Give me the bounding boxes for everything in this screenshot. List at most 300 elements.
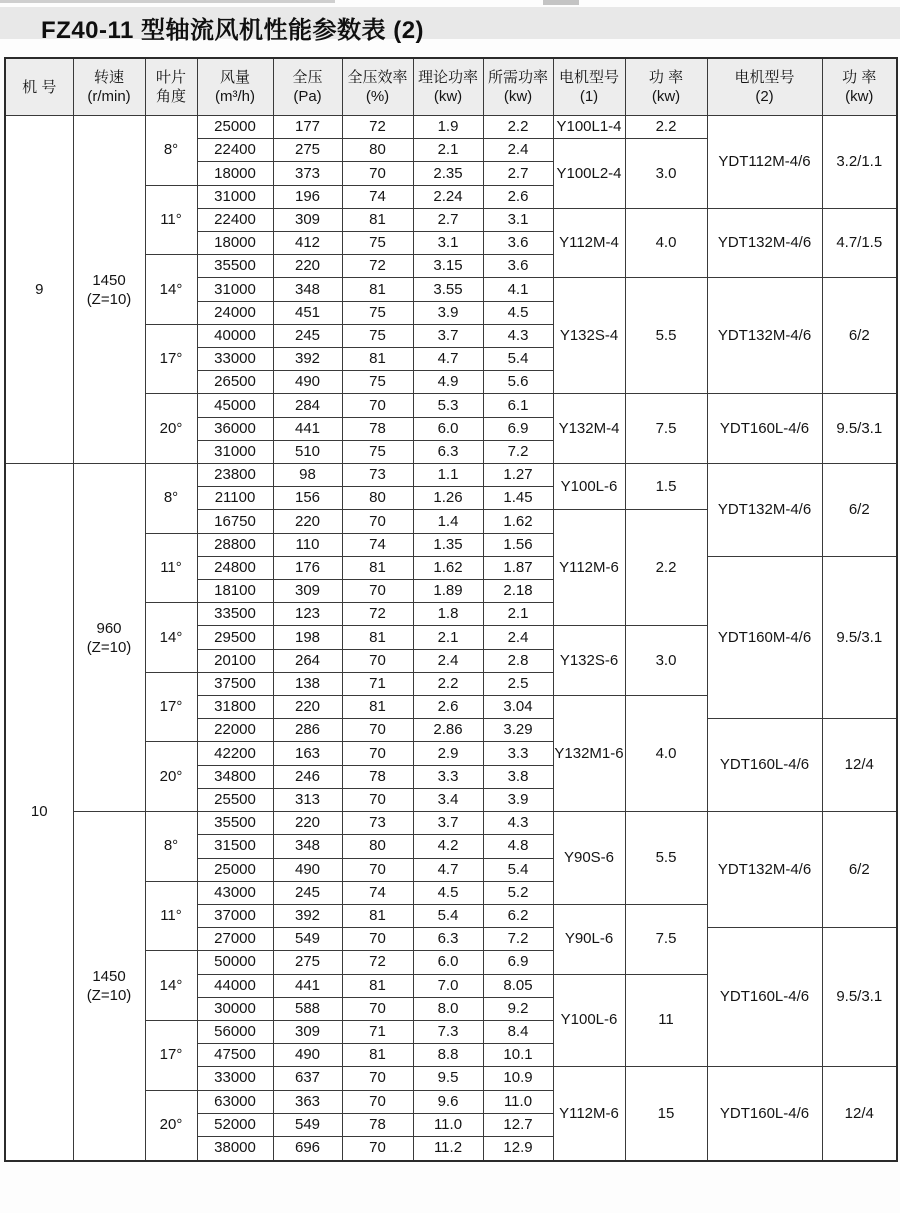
efficiency-cell: 70 — [342, 858, 413, 881]
required-power-cell: 4.8 — [483, 835, 553, 858]
required-power-cell: 12.9 — [483, 1136, 553, 1161]
efficiency-cell: 78 — [342, 765, 413, 788]
required-power-cell: 3.29 — [483, 719, 553, 742]
motor1-power-cell: 3.0 — [625, 139, 707, 209]
air-volume-cell: 42200 — [197, 742, 273, 765]
required-power-cell: 5.6 — [483, 371, 553, 394]
total-pressure-cell: 177 — [273, 116, 342, 139]
total-pressure-cell: 549 — [273, 1113, 342, 1136]
air-volume-cell: 38000 — [197, 1136, 273, 1161]
title-band — [0, 7, 900, 44]
motor2-power-cell: 3.2/1.1 — [822, 116, 897, 209]
total-pressure-cell: 490 — [273, 371, 342, 394]
total-pressure-cell: 309 — [273, 1020, 342, 1043]
efficiency-cell: 73 — [342, 812, 413, 835]
theoretical-power-cell: 2.86 — [413, 719, 483, 742]
theoretical-power-cell: 1.62 — [413, 556, 483, 579]
total-pressure-cell: 588 — [273, 997, 342, 1020]
speed-cell — [73, 116, 145, 464]
efficiency-cell: 81 — [342, 208, 413, 231]
required-power-cell: 3.3 — [483, 742, 553, 765]
required-power-cell: 10.9 — [483, 1067, 553, 1090]
motor1-power-cell: 3.0 — [625, 626, 707, 696]
total-pressure-cell: 220 — [273, 255, 342, 278]
line-1: 1450 — [92, 968, 126, 986]
air-volume-cell: 24800 — [197, 556, 273, 579]
efficiency-cell: 81 — [342, 348, 413, 371]
theoretical-power-cell: 2.1 — [413, 139, 483, 162]
efficiency-cell: 81 — [342, 904, 413, 927]
efficiency-cell: 70 — [342, 1136, 413, 1161]
required-power-cell: 2.4 — [483, 139, 553, 162]
total-pressure-cell: 441 — [273, 974, 342, 997]
theoretical-power-cell: 4.7 — [413, 348, 483, 371]
theoretical-power-cell: 5.3 — [413, 394, 483, 417]
total-pressure-cell: 245 — [273, 881, 342, 904]
total-pressure-cell: 284 — [273, 394, 342, 417]
blade-angle-cell: 8° — [145, 464, 197, 534]
line-1: 所需功率 — [487, 69, 548, 86]
header-cell-speed — [73, 58, 145, 116]
air-volume-cell: 56000 — [197, 1020, 273, 1043]
air-volume-cell: 37000 — [197, 904, 273, 927]
total-pressure-cell: 198 — [273, 626, 342, 649]
line-1: 电机型号 — [734, 69, 795, 86]
line-1: 功 率 — [648, 69, 684, 86]
air-volume-cell: 43000 — [197, 881, 273, 904]
motor1-power-cell: 4.0 — [625, 208, 707, 278]
theoretical-power-cell: 3.3 — [413, 765, 483, 788]
air-volume-cell: 18000 — [197, 232, 273, 255]
efficiency-cell: 70 — [342, 742, 413, 765]
air-volume-cell: 22400 — [197, 208, 273, 231]
line-1: 叶片 — [155, 69, 186, 86]
required-power-cell: 6.2 — [483, 904, 553, 927]
air-volume-cell: 33500 — [197, 603, 273, 626]
line-1: 理论功率 — [417, 69, 478, 86]
motor1-power-cell: 4.0 — [625, 696, 707, 812]
total-pressure-cell: 392 — [273, 348, 342, 371]
line-2: (kw) — [503, 88, 533, 105]
motor2-model-cell: YDT132M-4/6 — [707, 464, 822, 557]
line-1: 功 率 — [842, 69, 877, 86]
blade-angle-cell: 20° — [145, 1090, 197, 1161]
air-volume-cell: 18000 — [197, 162, 273, 185]
total-pressure-cell: 246 — [273, 765, 342, 788]
motor1-model-cell: Y112M-6 — [553, 1067, 625, 1161]
header-row — [5, 58, 897, 116]
motor2-model-cell: YDT160M-4/6 — [707, 556, 822, 718]
air-volume-cell: 52000 — [197, 1113, 273, 1136]
theoretical-power-cell: 1.35 — [413, 533, 483, 556]
motor2-model-cell: YDT160L-4/6 — [707, 1067, 822, 1161]
efficiency-cell: 81 — [342, 626, 413, 649]
total-pressure-cell: 696 — [273, 1136, 342, 1161]
theoretical-power-cell: 6.3 — [413, 440, 483, 463]
theoretical-power-cell: 3.7 — [413, 324, 483, 347]
machine-no-cell: 10 — [5, 464, 73, 1161]
header-cell-motor-model-1 — [553, 58, 625, 116]
air-volume-cell: 35500 — [197, 255, 273, 278]
line-2: (m³/h) — [215, 88, 255, 105]
efficiency-cell: 70 — [342, 788, 413, 811]
efficiency-cell: 75 — [342, 440, 413, 463]
motor2-model-cell: YDT132M-4/6 — [707, 278, 822, 394]
total-pressure-cell: 264 — [273, 649, 342, 672]
motor1-power-cell: 15 — [625, 1067, 707, 1161]
blade-angle-cell: 17° — [145, 672, 197, 742]
air-volume-cell: 22000 — [197, 719, 273, 742]
required-power-cell: 2.5 — [483, 672, 553, 695]
theoretical-power-cell: 2.24 — [413, 185, 483, 208]
air-volume-cell: 33000 — [197, 1067, 273, 1090]
total-pressure-cell: 196 — [273, 185, 342, 208]
air-volume-cell: 40000 — [197, 324, 273, 347]
efficiency-cell: 75 — [342, 324, 413, 347]
line-1: 机 号 — [22, 78, 57, 96]
theoretical-power-cell: 4.9 — [413, 371, 483, 394]
air-volume-cell: 18100 — [197, 580, 273, 603]
header-cell-power-2 — [822, 58, 897, 116]
required-power-cell: 11.0 — [483, 1090, 553, 1113]
theoretical-power-cell: 6.0 — [413, 417, 483, 440]
blade-angle-cell: 14° — [145, 255, 197, 325]
motor2-model-cell: YDT112M-4/6 — [707, 116, 822, 209]
required-power-cell: 7.2 — [483, 440, 553, 463]
blade-angle-cell: 11° — [145, 881, 197, 951]
air-volume-cell: 20100 — [197, 649, 273, 672]
theoretical-power-cell: 6.0 — [413, 951, 483, 974]
motor1-model-cell: Y132M1-6 — [553, 696, 625, 812]
total-pressure-cell: 275 — [273, 951, 342, 974]
efficiency-cell: 72 — [342, 603, 413, 626]
header-cell-machine-no — [5, 58, 73, 116]
total-pressure-cell: 98 — [273, 464, 342, 487]
line-1: 全压效率 — [347, 69, 408, 86]
required-power-cell: 2.8 — [483, 649, 553, 672]
motor2-power-cell: 6/2 — [822, 812, 897, 928]
air-volume-cell: 44000 — [197, 974, 273, 997]
total-pressure-cell: 286 — [273, 719, 342, 742]
line-2: (r/min) — [87, 88, 131, 105]
total-pressure-cell: 176 — [273, 556, 342, 579]
table-row — [5, 812, 897, 835]
theoretical-power-cell: 2.6 — [413, 696, 483, 719]
air-volume-cell: 25000 — [197, 858, 273, 881]
blade-angle-cell: 20° — [145, 394, 197, 464]
total-pressure-cell: 490 — [273, 858, 342, 881]
efficiency-cell: 74 — [342, 881, 413, 904]
theoretical-power-cell: 8.8 — [413, 1044, 483, 1067]
line-2: (2) — [755, 88, 774, 105]
line-2: (Z=10) — [86, 290, 132, 308]
efficiency-cell: 72 — [342, 116, 413, 139]
total-pressure-cell: 373 — [273, 162, 342, 185]
efficiency-cell: 70 — [342, 394, 413, 417]
required-power-cell: 8.05 — [483, 974, 553, 997]
total-pressure-cell: 220 — [273, 696, 342, 719]
efficiency-cell: 73 — [342, 464, 413, 487]
air-volume-cell: 37500 — [197, 672, 273, 695]
line-2: (kw) — [845, 88, 874, 105]
theoretical-power-cell: 8.0 — [413, 997, 483, 1020]
motor2-power-cell: 9.5/3.1 — [822, 394, 897, 464]
motor1-model-cell: Y100L-6 — [553, 464, 625, 510]
required-power-cell: 5.4 — [483, 348, 553, 371]
header-cell-required-power — [483, 58, 553, 116]
air-volume-cell: 16750 — [197, 510, 273, 533]
required-power-cell: 2.1 — [483, 603, 553, 626]
air-volume-cell: 26500 — [197, 371, 273, 394]
air-volume-cell: 25000 — [197, 116, 273, 139]
motor1-power-cell: 2.2 — [625, 510, 707, 626]
motor1-model-cell: Y132S-4 — [553, 278, 625, 394]
motor2-model-cell: YDT132M-4/6 — [707, 812, 822, 928]
total-pressure-cell: 163 — [273, 742, 342, 765]
required-power-cell: 7.2 — [483, 928, 553, 951]
total-pressure-cell: 392 — [273, 904, 342, 927]
required-power-cell: 2.2 — [483, 116, 553, 139]
air-volume-cell: 31000 — [197, 440, 273, 463]
theoretical-power-cell: 7.3 — [413, 1020, 483, 1043]
line-2: 角度 — [155, 88, 186, 105]
total-pressure-cell: 348 — [273, 835, 342, 858]
efficiency-cell: 80 — [342, 139, 413, 162]
scan-artifact-streak — [0, 0, 335, 3]
total-pressure-cell: 220 — [273, 812, 342, 835]
total-pressure-cell: 245 — [273, 324, 342, 347]
blade-angle-cell: 8° — [145, 812, 197, 882]
required-power-cell: 4.5 — [483, 301, 553, 324]
theoretical-power-cell: 11.0 — [413, 1113, 483, 1136]
blade-angle-cell: 11° — [145, 533, 197, 603]
fan-performance-table — [4, 57, 898, 1162]
motor2-power-cell: 12/4 — [822, 719, 897, 812]
efficiency-cell: 71 — [342, 672, 413, 695]
motor2-power-cell: 9.5/3.1 — [822, 556, 897, 718]
header-cell-theoretical-power — [413, 58, 483, 116]
machine-no-cell: 9 — [5, 116, 73, 464]
line-1: 全压 — [292, 69, 323, 86]
total-pressure-cell: 637 — [273, 1067, 342, 1090]
motor2-power-cell: 4.7/1.5 — [822, 208, 897, 278]
required-power-cell: 6.9 — [483, 417, 553, 440]
motor1-power-cell: 7.5 — [625, 394, 707, 464]
efficiency-cell: 70 — [342, 928, 413, 951]
motor1-model-cell: Y112M-6 — [553, 510, 625, 626]
required-power-cell: 8.4 — [483, 1020, 553, 1043]
motor1-model-cell: Y100L-6 — [553, 974, 625, 1067]
line-2: (kw) — [651, 88, 681, 105]
theoretical-power-cell: 2.35 — [413, 162, 483, 185]
motor1-power-cell: 5.5 — [625, 812, 707, 905]
efficiency-cell: 70 — [342, 510, 413, 533]
efficiency-cell: 81 — [342, 278, 413, 301]
motor1-power-cell: 7.5 — [625, 904, 707, 974]
efficiency-cell: 81 — [342, 696, 413, 719]
required-power-cell: 4.1 — [483, 278, 553, 301]
motor2-model-cell: YDT160L-4/6 — [707, 928, 822, 1067]
motor1-model-cell: Y90S-6 — [553, 812, 625, 905]
blade-angle-cell: 17° — [145, 1020, 197, 1090]
theoretical-power-cell: 3.55 — [413, 278, 483, 301]
air-volume-cell: 50000 — [197, 951, 273, 974]
line-2: (1) — [579, 88, 599, 105]
total-pressure-cell: 309 — [273, 580, 342, 603]
line-1: 电机型号 — [558, 69, 619, 86]
efficiency-cell: 81 — [342, 974, 413, 997]
total-pressure-cell: 110 — [273, 533, 342, 556]
motor1-model-cell: Y90L-6 — [553, 904, 625, 974]
total-pressure-cell: 123 — [273, 603, 342, 626]
theoretical-power-cell: 3.7 — [413, 812, 483, 835]
efficiency-cell: 75 — [342, 232, 413, 255]
required-power-cell: 6.9 — [483, 951, 553, 974]
line-2: (Z=10) — [86, 987, 132, 1005]
air-volume-cell: 33000 — [197, 348, 273, 371]
required-power-cell: 4.3 — [483, 324, 553, 347]
air-volume-cell: 34800 — [197, 765, 273, 788]
required-power-cell: 3.6 — [483, 255, 553, 278]
required-power-cell: 3.8 — [483, 765, 553, 788]
theoretical-power-cell: 9.5 — [413, 1067, 483, 1090]
efficiency-cell: 72 — [342, 951, 413, 974]
required-power-cell: 2.7 — [483, 162, 553, 185]
motor1-power-cell: 5.5 — [625, 278, 707, 394]
theoretical-power-cell: 2.1 — [413, 626, 483, 649]
total-pressure-cell: 156 — [273, 487, 342, 510]
required-power-cell: 1.87 — [483, 556, 553, 579]
required-power-cell: 3.9 — [483, 788, 553, 811]
theoretical-power-cell: 11.2 — [413, 1136, 483, 1161]
line-1: 转速 — [93, 69, 124, 86]
air-volume-cell: 31500 — [197, 835, 273, 858]
header-cell-air-volume — [197, 58, 273, 116]
theoretical-power-cell: 2.4 — [413, 649, 483, 672]
header-cell-total-pressure — [273, 58, 342, 116]
line-2: (Z=10) — [86, 638, 132, 656]
air-volume-cell: 63000 — [197, 1090, 273, 1113]
efficiency-cell: 78 — [342, 1113, 413, 1136]
theoretical-power-cell: 2.9 — [413, 742, 483, 765]
line-1: 1450 — [92, 271, 126, 289]
efficiency-cell: 74 — [342, 533, 413, 556]
motor1-model-cell: Y132M-4 — [553, 394, 625, 464]
blade-angle-cell: 17° — [145, 324, 197, 394]
line-1: 960 — [96, 619, 122, 637]
theoretical-power-cell: 4.7 — [413, 858, 483, 881]
efficiency-cell: 81 — [342, 1044, 413, 1067]
line-1: 风量 — [219, 69, 250, 86]
air-volume-cell: 22400 — [197, 139, 273, 162]
motor1-model-cell: Y100L1-4 — [553, 116, 625, 139]
theoretical-power-cell: 7.0 — [413, 974, 483, 997]
required-power-cell: 12.7 — [483, 1113, 553, 1136]
efficiency-cell: 81 — [342, 556, 413, 579]
air-volume-cell: 27000 — [197, 928, 273, 951]
required-power-cell: 3.6 — [483, 232, 553, 255]
air-volume-cell: 47500 — [197, 1044, 273, 1067]
air-volume-cell: 36000 — [197, 417, 273, 440]
theoretical-power-cell: 4.2 — [413, 835, 483, 858]
motor1-power-cell: 11 — [625, 974, 707, 1067]
required-power-cell: 9.2 — [483, 997, 553, 1020]
efficiency-cell: 78 — [342, 417, 413, 440]
header-cell-blade-angle — [145, 58, 197, 116]
theoretical-power-cell: 1.89 — [413, 580, 483, 603]
required-power-cell: 6.1 — [483, 394, 553, 417]
efficiency-cell: 70 — [342, 1090, 413, 1113]
air-volume-cell: 29500 — [197, 626, 273, 649]
air-volume-cell: 31800 — [197, 696, 273, 719]
header-cell-power-1 — [625, 58, 707, 116]
total-pressure-cell: 220 — [273, 510, 342, 533]
blade-angle-cell: 8° — [145, 116, 197, 186]
theoretical-power-cell: 2.2 — [413, 672, 483, 695]
total-pressure-cell: 313 — [273, 788, 342, 811]
air-volume-cell: 21100 — [197, 487, 273, 510]
motor2-model-cell: YDT132M-4/6 — [707, 208, 822, 278]
required-power-cell: 1.62 — [483, 510, 553, 533]
efficiency-cell: 80 — [342, 487, 413, 510]
blade-angle-cell: 20° — [145, 742, 197, 812]
theoretical-power-cell: 4.5 — [413, 881, 483, 904]
line-2: (Pa) — [293, 88, 322, 105]
theoretical-power-cell: 3.15 — [413, 255, 483, 278]
efficiency-cell: 70 — [342, 649, 413, 672]
efficiency-cell: 70 — [342, 162, 413, 185]
motor2-power-cell: 6/2 — [822, 464, 897, 557]
motor1-power-cell: 1.5 — [625, 464, 707, 510]
table-body — [5, 116, 897, 1162]
efficiency-cell: 70 — [342, 1067, 413, 1090]
efficiency-cell: 75 — [342, 371, 413, 394]
total-pressure-cell: 412 — [273, 232, 342, 255]
motor2-power-cell: 12/4 — [822, 1067, 897, 1161]
theoretical-power-cell: 5.4 — [413, 904, 483, 927]
theoretical-power-cell: 1.9 — [413, 116, 483, 139]
required-power-cell: 4.3 — [483, 812, 553, 835]
air-volume-cell: 23800 — [197, 464, 273, 487]
total-pressure-cell: 510 — [273, 440, 342, 463]
total-pressure-cell: 441 — [273, 417, 342, 440]
motor2-power-cell: 9.5/3.1 — [822, 928, 897, 1067]
theoretical-power-cell: 3.1 — [413, 232, 483, 255]
efficiency-cell: 70 — [342, 580, 413, 603]
required-power-cell: 2.6 — [483, 185, 553, 208]
total-pressure-cell: 275 — [273, 139, 342, 162]
theoretical-power-cell: 3.4 — [413, 788, 483, 811]
air-volume-cell: 35500 — [197, 812, 273, 835]
blade-angle-cell: 14° — [145, 951, 197, 1021]
speed-cell — [73, 464, 145, 812]
efficiency-cell: 72 — [342, 255, 413, 278]
efficiency-cell: 80 — [342, 835, 413, 858]
motor2-power-cell: 6/2 — [822, 278, 897, 394]
header-cell-motor-model-2 — [707, 58, 822, 116]
line-2: (kw) — [433, 88, 463, 105]
efficiency-cell: 70 — [342, 997, 413, 1020]
air-volume-cell: 45000 — [197, 394, 273, 417]
motor2-model-cell: YDT160L-4/6 — [707, 394, 822, 464]
air-volume-cell: 30000 — [197, 997, 273, 1020]
required-power-cell: 1.56 — [483, 533, 553, 556]
table-row — [5, 464, 897, 487]
theoretical-power-cell: 9.6 — [413, 1090, 483, 1113]
efficiency-cell: 70 — [342, 719, 413, 742]
total-pressure-cell: 363 — [273, 1090, 342, 1113]
efficiency-cell: 71 — [342, 1020, 413, 1043]
